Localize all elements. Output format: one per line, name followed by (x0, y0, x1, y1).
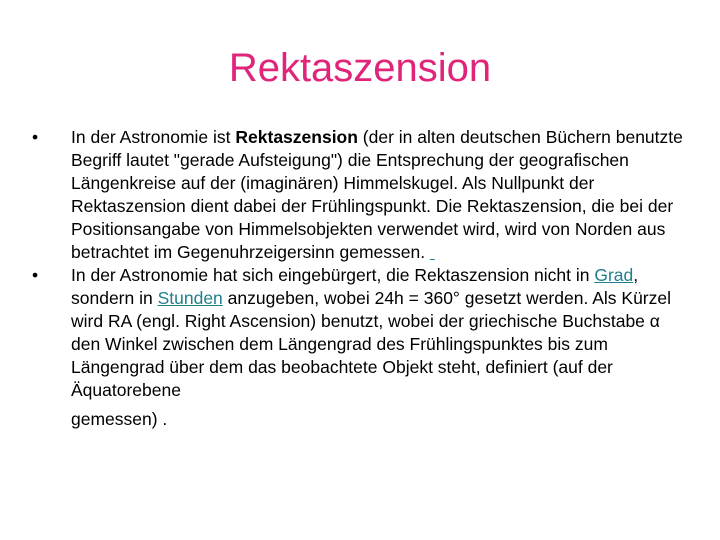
bullet2-part2: , sondern in (71, 265, 639, 308)
bullet2-part3: anzugeben, wobei 24h = 360° gesetzt werden. Als Kürzel wird RA (engl. Right Ascension) benutzt, wobei der griechische Buchstabe α den Winkel zwischen dem Längengrad des Frühlingspunktes bis zum Längengrad über dem das beobachtete Objekt steht, definiert (auf der Äquatorebene (71, 288, 671, 400)
empty-reference-link[interactable] (430, 242, 435, 262)
slide-title: Rektaszension (228, 46, 492, 90)
bullet1-term: Rektaszension (235, 127, 358, 147)
bullet-item-rektaszension-stunden (30, 264, 690, 431)
bullet-icon: • (32, 127, 39, 147)
bullet2-part1: In der Astronomie hat sich eingebürgert, die Rektaszension nicht in (71, 265, 595, 285)
bullet-list (30, 126, 690, 431)
bullet-item-rektaszension-definition (30, 126, 690, 264)
bullet-icon: • (32, 265, 39, 285)
grad-link[interactable]: Grad (594, 265, 634, 285)
bullet1-body: (der in alten deutschen Büchern benutzte Begriff lautet "gerade Aufsteigung") die Entsprechung der geografischen Längenkreise auf der (imaginären) Himmelskugel. Als Nullpunkt der Rektaszension dient dabei der Frühlingspunkt. Die Rektaszension, die bei der Positionsangabe von Himmelsobjekten verwendet wird, wird von Norden aus betrachtet im Gegenuhrzeigersinn gemessen. (71, 127, 683, 262)
bullet2-last-line: gemessen) . (71, 409, 168, 429)
stunden-link[interactable]: Stunden (157, 288, 223, 308)
bullet1-intro: In der Astronomie ist (71, 127, 236, 147)
slide-content (30, 126, 690, 431)
